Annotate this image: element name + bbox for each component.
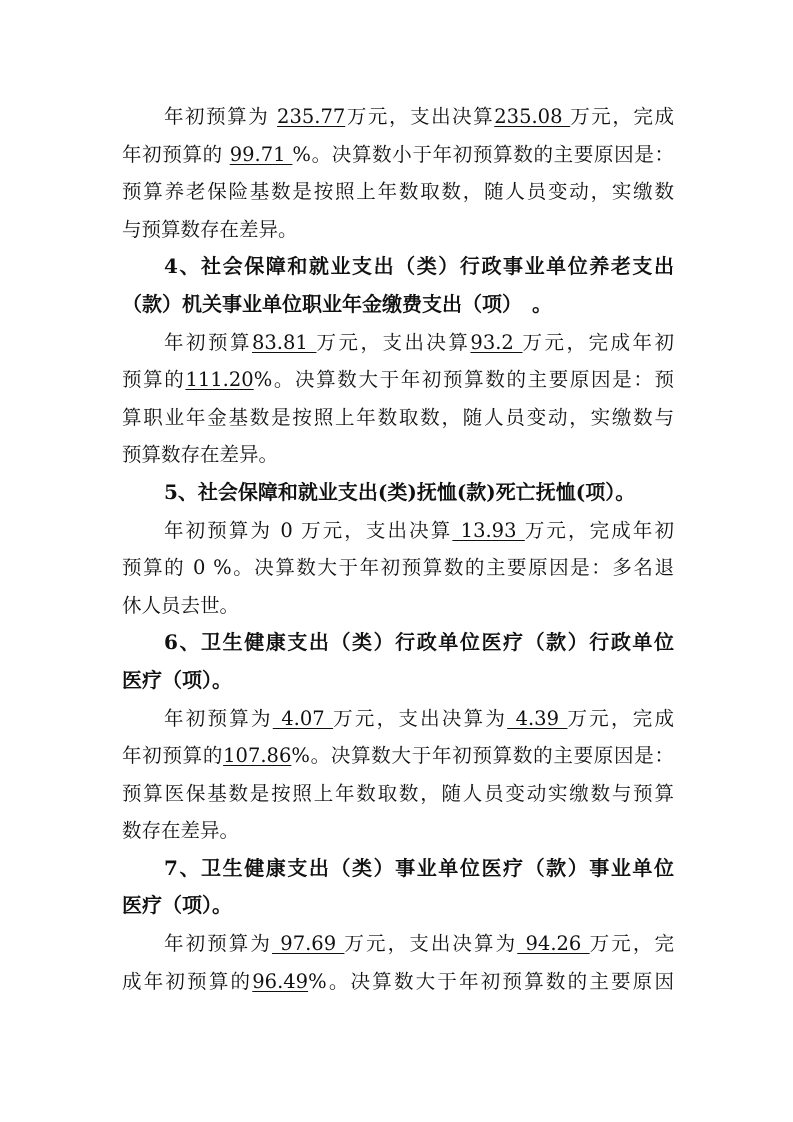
para-1-line-4: 与预算数存在差异。 (122, 217, 298, 241)
text: 万元，完成 (567, 706, 674, 730)
underlined-final-value: 94.26 (517, 932, 590, 956)
heading-7-line-2: 医疗（项）。 (122, 893, 232, 918)
heading-4-line-1: 4、社会保障和就业支出（类）行政事业单位养老支出 (164, 254, 674, 279)
text: %。决算数大于年初预算数的主要原因 (308, 969, 674, 993)
heading-6-line-1: 6、卫生健康支出（类）行政单位医疗（款）行政单位 (164, 630, 674, 655)
para-1-line-2 (122, 136, 674, 174)
text: 预算的 (122, 368, 186, 392)
heading-7-line-1: 7、卫生健康支出（类）事业单位医疗（款）事业单位 (164, 855, 674, 880)
document-body (122, 98, 674, 1000)
text: %。决算数大于年初预算数的主要原因是： (291, 744, 674, 768)
underlined-budget-value: 83.81 (251, 330, 317, 354)
underlined-budget-value: 235.77 (277, 105, 346, 128)
text: 万元，支出决算 (316, 330, 471, 354)
text: 万元，支出决算为 (333, 706, 508, 730)
underlined-final-value: 235.08 (494, 105, 571, 128)
text: 年初预算为 0 万元，支出决算 (164, 518, 453, 542)
text: 万元，完 (589, 932, 674, 956)
heading-6-line-2: 医疗（项）。 (122, 667, 232, 692)
text: 万元，完成 (570, 105, 674, 128)
para-4-line-1 (122, 700, 674, 738)
para-1-line-3: 预算养老保险基数是按照上年数取数，随人员变动，实缴数 (122, 180, 674, 204)
underlined-budget-value: 97.69 (272, 932, 345, 956)
text: 年初预算为 (164, 706, 273, 730)
para-2-line-1 (122, 324, 674, 362)
underlined-completion-rate: 111.20 (185, 368, 254, 392)
text: 年初预算的 (122, 142, 230, 166)
para-3-line-3: 休人员去世。 (122, 593, 240, 617)
text: 万元，支出决算 (345, 105, 495, 128)
text: %。决算数大于年初预算数的主要原因是：预 (253, 368, 674, 392)
underlined-final-value: 4.39 (507, 706, 568, 730)
para-4-line-3: 预算医保基数是按照上年数取数，随人员变动实缴数与预算 (122, 781, 674, 805)
text: 年初预算为 (164, 105, 278, 128)
para-5-line-2 (122, 963, 674, 1001)
text: 年初预算为 (164, 932, 272, 956)
text: 万元，支出决算为 (344, 932, 518, 956)
para-2-line-4: 预算数存在差异。 (122, 443, 279, 467)
text: 成年初预算的 (122, 969, 253, 993)
underlined-budget-value: 4.07 (272, 706, 334, 730)
text: 万元，完成年初 (524, 518, 674, 542)
para-3-line-2: 预算的 0 %。决算数大于年初预算数的主要原因是：多名退 (122, 556, 674, 580)
para-2-line-2 (122, 361, 674, 399)
underlined-completion-rate: 96.49 (252, 969, 309, 993)
text: 年初预算的 (122, 744, 224, 768)
underlined-final-value: 93.2 (470, 330, 523, 354)
heading-4-line-2: （款）机关事业单位职业年金缴费支出（项） 。 (122, 291, 552, 316)
underlined-final-value: 13.93 (452, 518, 525, 542)
heading-5: 5、社会保障和就业支出(类)抚恤(款)死亡抚恤(项）。 (164, 479, 636, 504)
underlined-completion-rate: 99.71 (229, 142, 293, 166)
para-4-line-4: 数存在差异。 (122, 819, 240, 843)
para-3-line-1 (122, 512, 674, 550)
para-4-line-2 (122, 737, 674, 775)
para-2-line-3: 算职业年金基数是按照上年数取数，随人员变动，实缴数与 (122, 405, 674, 429)
para-5-line-1 (122, 925, 674, 963)
text: 万元，完成年初 (522, 330, 674, 354)
text: 年初预算 (164, 330, 252, 354)
para-1-line-1 (122, 98, 674, 136)
underlined-completion-rate: 107.86 (223, 744, 292, 768)
text: %。决算数小于年初预算数的主要原因是： (292, 142, 674, 166)
